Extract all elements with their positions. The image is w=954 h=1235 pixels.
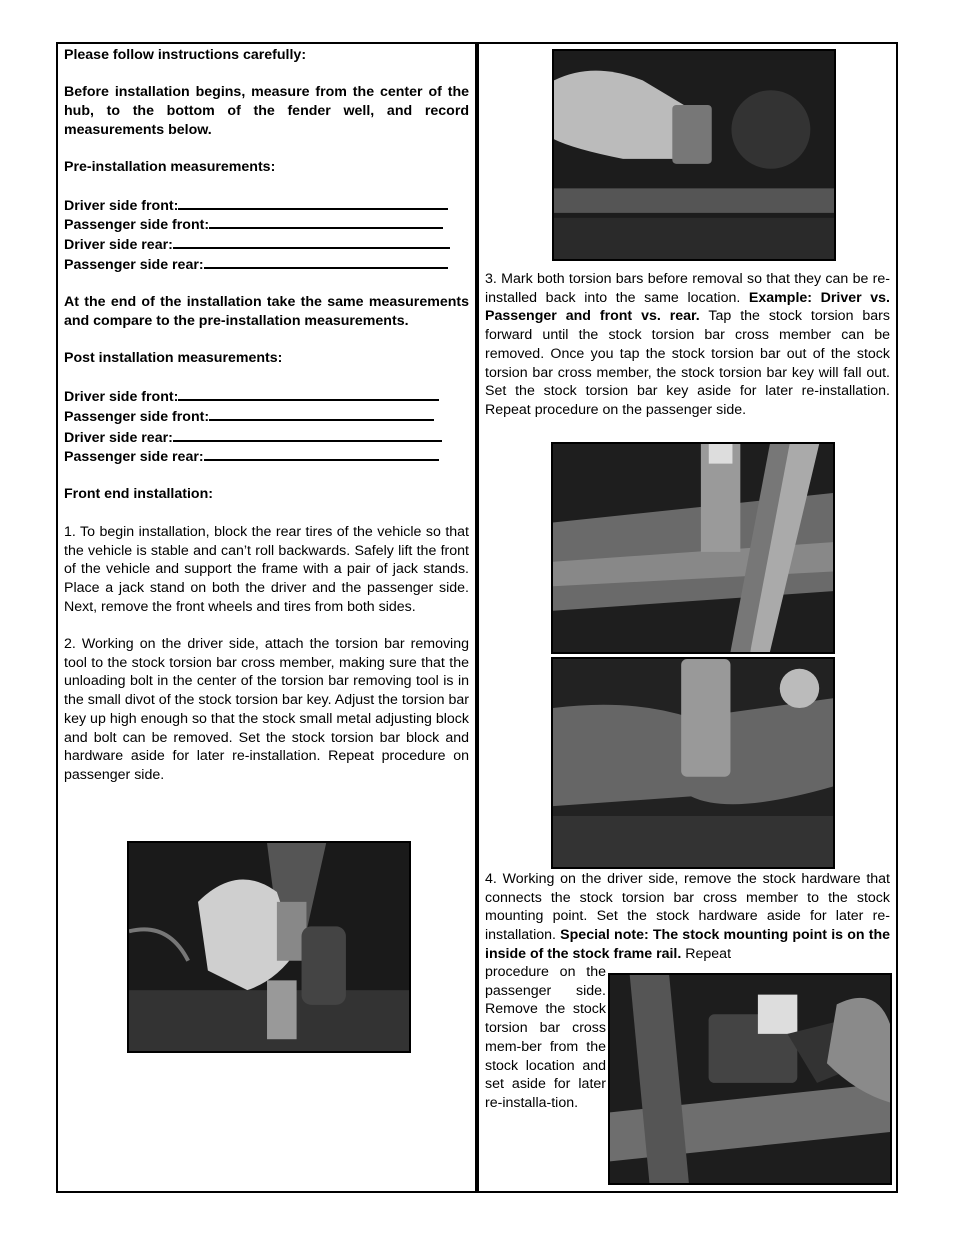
post-field-driver-front: Driver side front: xyxy=(64,387,469,408)
intro-heading: Please follow instructions carefully: xyxy=(64,47,307,63)
photo-torsion-tool xyxy=(127,841,411,1053)
post-field-driver-rear: Driver side rear: xyxy=(64,428,469,448)
step-4: 4. Working on the driver side, remove the stock hardware that connects the stock torsion bar cross member to the stock mounting point. Set the stock hardware aside for later re-installation. Special note: The stock mounting point is on the inside of the stock frame rail. Repeat xyxy=(485,871,891,962)
pre-field-passenger-front: Passenger side front: xyxy=(64,215,469,235)
photo-cross-member xyxy=(551,657,835,869)
pre-field-passenger-rear: Passenger side rear: xyxy=(64,255,469,275)
photo-torsion-bar-marking xyxy=(551,442,835,654)
post-heading: Post installation measurements: xyxy=(64,350,283,367)
post-field-passenger-rear: Passenger side rear: xyxy=(64,447,469,467)
step-2: 2. Working on the driver side, attach the torsion bar removing tool to the stock torsion bar cross member, making sure that the unloading bolt in the center of the torsion bar removing tool is in the small divot of the stock torsion bar key. Adjust the torsion bar key up high enough so that the stock small metal adjusting block and bolt can be removed. Set the stock torsion bar block and hardware aside for later re-installation. Repeat procedure on passenger side. xyxy=(64,636,469,783)
post-fields xyxy=(64,387,469,467)
step-3: 3. Mark both torsion bars before removal so that they can be re-installed back into the same location. Example: Driver vs. Passenger and front vs. rear. Tap the stock torsion bars forward until the stock torsion bar cross member can be removed. Once you tap the stock torsion bar out of the stock torsion bar cross member, the stock torsion bar key will fall out. Set the stock torsion bar key aside for later re-installation. Repeat procedure on the passenger side. xyxy=(485,271,890,418)
pre-heading: Pre-installation measurements: xyxy=(64,159,276,176)
post-field-passenger-front: Passenger side front: xyxy=(64,407,469,428)
photo-mounting-hardware xyxy=(608,973,892,1185)
step-4-continued: procedure on the passenger side. Remove the stock torsion bar cross mem-ber from the stock location and set aside for later re-installa-tion. xyxy=(485,964,606,1111)
pre-field-driver-front: Driver side front: xyxy=(64,196,469,216)
pre-fields xyxy=(64,196,469,275)
front-heading: Front end installation: xyxy=(64,486,213,503)
intro-paragraph: Before installation begins, measure from the center of the hub, to the bottom of the fender well, and record measurements below. xyxy=(64,84,469,138)
end-paragraph: At the end of the installation take the same measurements and compare to the pre-installation measurements. xyxy=(64,294,469,329)
pre-field-driver-rear: Driver side rear: xyxy=(64,235,469,255)
left-column xyxy=(64,46,469,785)
column-divider xyxy=(475,42,479,1193)
step-1: 1. To begin installation, block the rear tires of the vehicle so that the vehicle is stable and can’t roll backwards. Safely lift the front of the vehicle and support the frame with a pair of jack stands. Place a jack stand on both the driver and the passenger side. Next, remove the front wheels and tires from both sides. xyxy=(64,523,469,615)
photo-adjusting-block xyxy=(552,49,836,261)
